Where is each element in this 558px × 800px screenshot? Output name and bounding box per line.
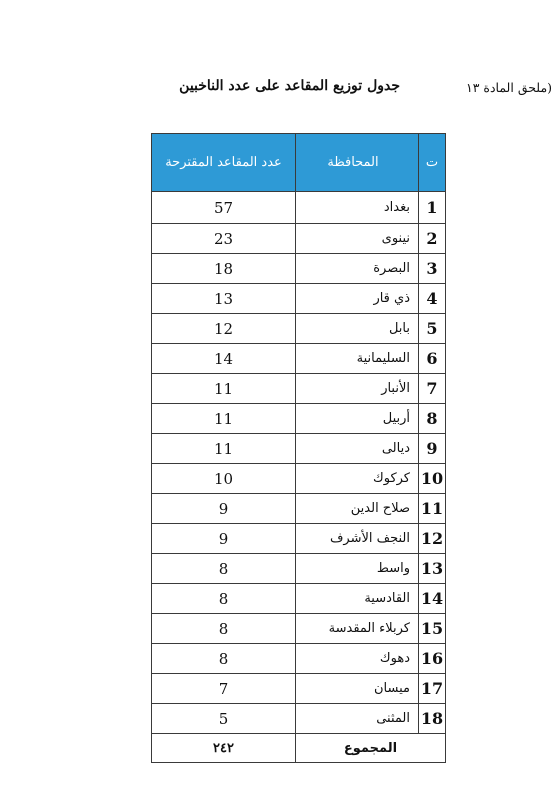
- governorate-name: كربلاء المقدسة: [296, 614, 419, 644]
- table-row: [152, 704, 446, 734]
- seat-count: 11: [152, 374, 296, 404]
- document-title: جدول توزيع المقاعد على عدد الناخبين: [179, 78, 400, 94]
- seat-count: 11: [152, 404, 296, 434]
- table-row: [152, 344, 446, 374]
- governorate-name: الأنبار: [296, 374, 419, 404]
- seat-distribution-table: [151, 133, 446, 763]
- row-number: 13: [419, 554, 446, 584]
- table-row: [152, 284, 446, 314]
- row-number: 10: [419, 464, 446, 494]
- governorate-name: المثنى: [296, 704, 419, 734]
- governorate-name: أربيل: [296, 404, 419, 434]
- seat-count: 7: [152, 674, 296, 704]
- annex-note: (ملحق المادة ١٣: [466, 80, 553, 95]
- table-row: [152, 674, 446, 704]
- row-number: 2: [419, 224, 446, 254]
- total-label: المجموع: [296, 734, 446, 763]
- seat-count: 13: [152, 284, 296, 314]
- table-row: [152, 614, 446, 644]
- row-number: 5: [419, 314, 446, 344]
- seat-count: 14: [152, 344, 296, 374]
- row-number: 6: [419, 344, 446, 374]
- header-seats: عدد المقاعد المقترحة: [152, 134, 296, 192]
- row-number: 14: [419, 584, 446, 614]
- row-number: 12: [419, 524, 446, 554]
- seat-count: 23: [152, 224, 296, 254]
- governorate-name: السليمانية: [296, 344, 419, 374]
- row-number: 3: [419, 254, 446, 284]
- header-number: ت: [419, 134, 446, 192]
- seat-count: 9: [152, 494, 296, 524]
- seat-count: 8: [152, 554, 296, 584]
- row-number: 16: [419, 644, 446, 674]
- seat-count: 8: [152, 644, 296, 674]
- row-number: 1: [419, 192, 446, 224]
- table-row: [152, 464, 446, 494]
- governorate-name: صلاح الدين: [296, 494, 419, 524]
- row-number: 9: [419, 434, 446, 464]
- governorate-name: ذي قار: [296, 284, 419, 314]
- row-number: 18: [419, 704, 446, 734]
- seat-count: 8: [152, 584, 296, 614]
- total-value: ٢٤٢: [152, 734, 296, 763]
- table-row: [152, 254, 446, 284]
- governorate-name: ديالى: [296, 434, 419, 464]
- row-number: 4: [419, 284, 446, 314]
- seat-count: 8: [152, 614, 296, 644]
- table-row: [152, 494, 446, 524]
- governorate-name: البصرة: [296, 254, 419, 284]
- table-row: [152, 554, 446, 584]
- row-number: 15: [419, 614, 446, 644]
- total-row: [152, 734, 446, 763]
- governorate-name: القادسية: [296, 584, 419, 614]
- governorate-name: كركوك: [296, 464, 419, 494]
- seat-count: 5: [152, 704, 296, 734]
- table-row: [152, 644, 446, 674]
- seat-count: 11: [152, 434, 296, 464]
- governorate-name: نينوى: [296, 224, 419, 254]
- governorate-name: بغداد: [296, 192, 419, 224]
- governorate-name: دهوك: [296, 644, 419, 674]
- governorate-name: بابل: [296, 314, 419, 344]
- table-row: [152, 224, 446, 254]
- seat-count: 12: [152, 314, 296, 344]
- seat-count: 57: [152, 192, 296, 224]
- table-row: [152, 374, 446, 404]
- governorate-name: ميسان: [296, 674, 419, 704]
- row-number: 11: [419, 494, 446, 524]
- table-row: [152, 404, 446, 434]
- table-row: [152, 434, 446, 464]
- table-row: [152, 524, 446, 554]
- header-governorate: المحافظة: [296, 134, 419, 192]
- table-row: [152, 584, 446, 614]
- seat-count: 9: [152, 524, 296, 554]
- seat-count: 18: [152, 254, 296, 284]
- seat-count: 10: [152, 464, 296, 494]
- table-row: [152, 314, 446, 344]
- row-number: 7: [419, 374, 446, 404]
- row-number: 17: [419, 674, 446, 704]
- governorate-name: النجف الأشرف: [296, 524, 419, 554]
- governorate-name: واسط: [296, 554, 419, 584]
- row-number: 8: [419, 404, 446, 434]
- table-row: [152, 192, 446, 224]
- table-header-row: [152, 134, 446, 192]
